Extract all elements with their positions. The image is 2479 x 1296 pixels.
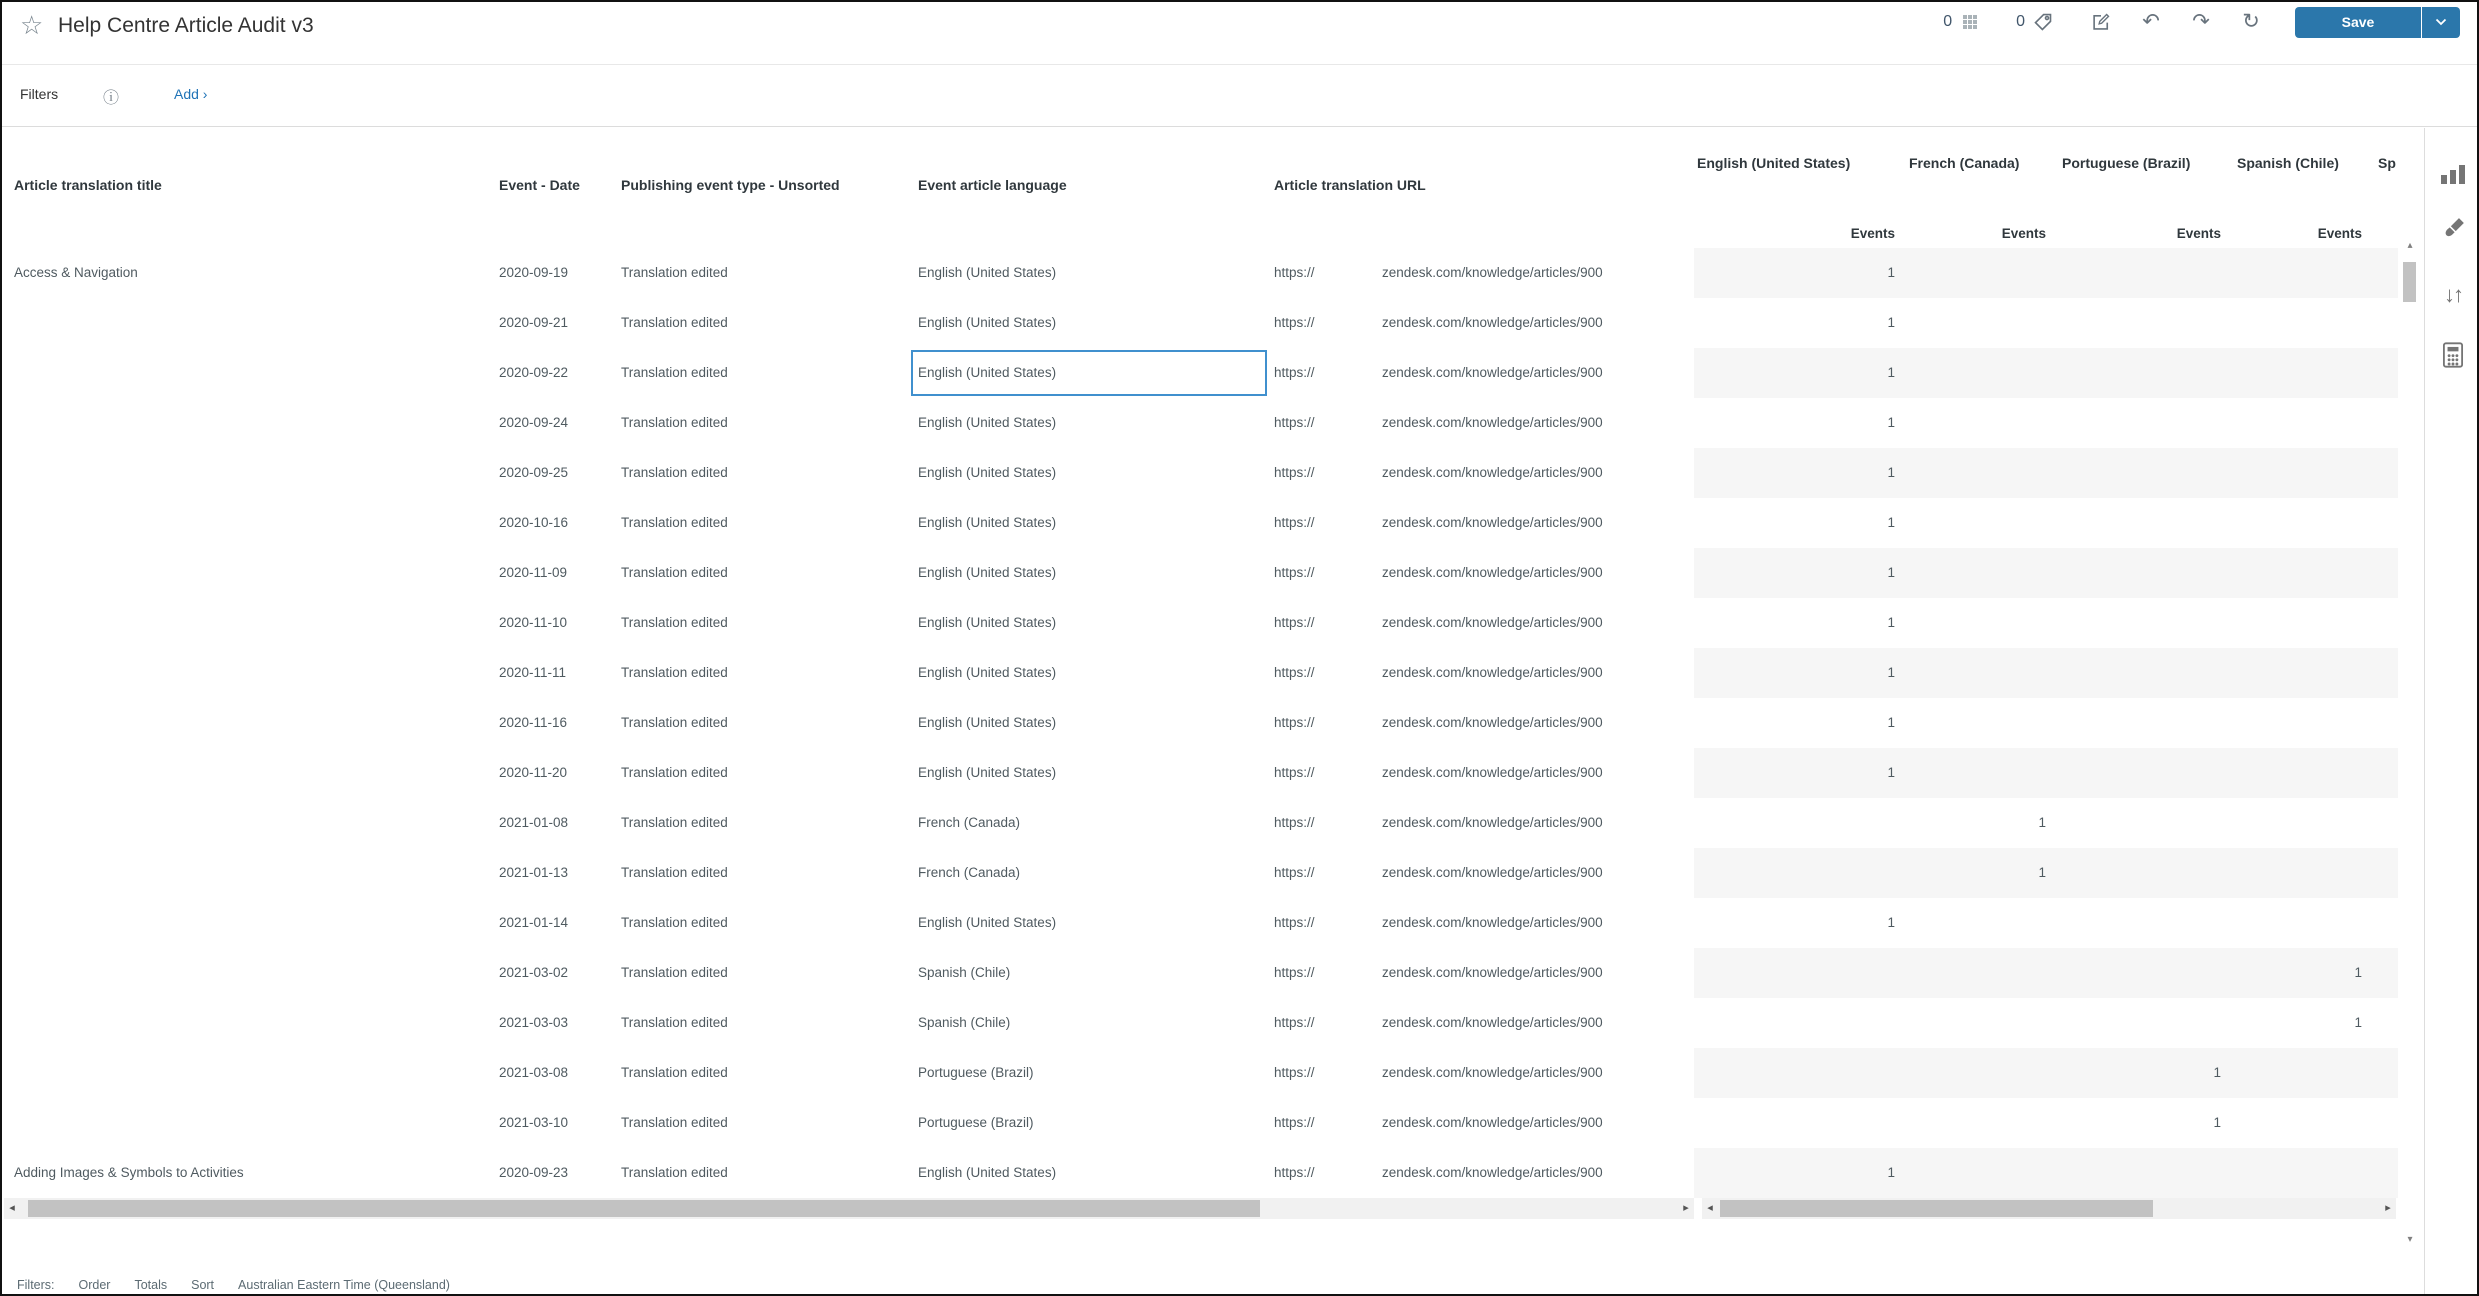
footer-item[interactable]: Sort bbox=[191, 1278, 215, 1292]
styling-paintbrush-icon[interactable] bbox=[2438, 212, 2468, 242]
cell-url[interactable]: zendesk.com/knowledge/articles/900 bbox=[1382, 415, 1603, 430]
footer-bar bbox=[2, 1278, 2420, 1296]
cell-url-prefix[interactable]: https:// bbox=[1274, 765, 1315, 780]
cell-url[interactable]: zendesk.com/knowledge/articles/900 bbox=[1382, 715, 1603, 730]
vscrollbar bbox=[2398, 240, 2422, 1250]
cell-event-type[interactable]: Translation edited bbox=[621, 865, 728, 880]
cell-url[interactable]: zendesk.com/knowledge/articles/900 bbox=[1382, 615, 1603, 630]
cell-event-date[interactable]: 2020-09-21 bbox=[499, 315, 569, 330]
cell-language[interactable]: Portuguese (Brazil) bbox=[918, 1065, 1034, 1080]
cell-url[interactable]: zendesk.com/knowledge/articles/900 bbox=[1382, 465, 1603, 480]
queries-grid-icon bbox=[1958, 10, 1982, 34]
cell-url[interactable]: zendesk.com/knowledge/articles/900 bbox=[1382, 1115, 1603, 1130]
events-column-header[interactable]: Events bbox=[2317, 226, 2362, 241]
cell-event-date[interactable]: 2021-03-08 bbox=[499, 1065, 569, 1080]
save-button[interactable]: Save bbox=[2295, 7, 2421, 38]
cell-events-value[interactable]: 1 bbox=[1887, 565, 1895, 580]
edit-icon[interactable] bbox=[2089, 10, 2113, 34]
query-count-value: 0 bbox=[1943, 13, 1953, 30]
cell-event-type[interactable]: Translation edited bbox=[621, 315, 728, 330]
cell-event-type[interactable]: Translation edited bbox=[621, 715, 728, 730]
cell-language[interactable]: English (United States) bbox=[918, 715, 1057, 730]
cell-event-type[interactable]: Translation edited bbox=[621, 665, 728, 680]
refresh-icon[interactable]: ↻ bbox=[2242, 10, 2260, 33]
cell-event-type[interactable]: Translation edited bbox=[621, 1165, 728, 1180]
cell-event-type[interactable]: Translation edited bbox=[621, 465, 728, 480]
filters-bar bbox=[2, 65, 2477, 127]
cell-url-prefix[interactable]: https:// bbox=[1274, 965, 1315, 980]
cell-events-value[interactable]: 1 bbox=[1887, 665, 1895, 680]
cell-url-prefix[interactable]: https:// bbox=[1274, 1115, 1315, 1130]
cell-url-prefix[interactable]: https:// bbox=[1274, 665, 1315, 680]
cell-language[interactable]: English (United States) bbox=[918, 615, 1057, 630]
tag-count[interactable] bbox=[2016, 10, 2055, 34]
cell-language[interactable]: English (United States) bbox=[918, 365, 1057, 380]
cell-language[interactable]: Portuguese (Brazil) bbox=[918, 1115, 1034, 1130]
redo-icon[interactable]: ↷ bbox=[2192, 10, 2210, 33]
language-group-header[interactable]: Sp bbox=[2378, 155, 2396, 171]
cell-event-type[interactable]: Translation edited bbox=[621, 1065, 728, 1080]
cell-event-type[interactable]: Translation edited bbox=[621, 965, 728, 980]
cell-url[interactable]: zendesk.com/knowledge/articles/900 bbox=[1382, 865, 1603, 880]
vscroll-down-arrow[interactable]: ▾ bbox=[2407, 1234, 2413, 1245]
cell-language[interactable]: English (United States) bbox=[918, 665, 1057, 680]
cell-url-prefix[interactable]: https:// bbox=[1274, 815, 1315, 830]
cell-event-type[interactable]: Translation edited bbox=[621, 815, 728, 830]
cell-events-value[interactable]: 1 bbox=[1887, 465, 1895, 480]
cell-url[interactable]: zendesk.com/knowledge/articles/900 bbox=[1382, 515, 1603, 530]
tool-rail bbox=[2424, 128, 2477, 1294]
cell-event-type[interactable]: Translation edited bbox=[621, 1015, 728, 1030]
cell-events-value[interactable]: 1 bbox=[1887, 915, 1895, 930]
cell-events-value[interactable]: 1 bbox=[2354, 965, 2362, 980]
cell-events-value[interactable]: 1 bbox=[1887, 1165, 1895, 1180]
cell-url-prefix[interactable]: https:// bbox=[1274, 365, 1315, 380]
cell-language[interactable]: English (United States) bbox=[918, 465, 1057, 480]
cell-language[interactable]: English (United States) bbox=[918, 415, 1057, 430]
cell-event-date[interactable]: 2020-11-10 bbox=[499, 615, 568, 630]
footer-item[interactable]: Totals bbox=[134, 1278, 168, 1292]
cell-event-date[interactable]: 2020-09-22 bbox=[499, 365, 569, 380]
cell-url-prefix[interactable]: https:// bbox=[1274, 415, 1315, 430]
cell-article-title[interactable]: Access & Navigation bbox=[14, 265, 138, 280]
cell-language[interactable]: English (United States) bbox=[918, 515, 1057, 530]
events-column-header[interactable]: Events bbox=[2001, 226, 2046, 241]
cell-url[interactable]: zendesk.com/knowledge/articles/900 bbox=[1382, 265, 1603, 280]
cell-event-date[interactable]: 2021-03-03 bbox=[499, 1015, 569, 1030]
bar-chart-icon bbox=[2441, 165, 2465, 184]
hscroll-thumb[interactable] bbox=[28, 1200, 1260, 1217]
cell-language[interactable]: English (United States) bbox=[918, 265, 1057, 280]
cell-url-prefix[interactable]: https:// bbox=[1274, 865, 1315, 880]
cell-url[interactable]: zendesk.com/knowledge/articles/900 bbox=[1382, 1165, 1603, 1180]
cell-events-value[interactable]: 1 bbox=[2213, 1115, 2221, 1130]
cell-event-type[interactable]: Translation edited bbox=[621, 615, 728, 630]
hscroll-left-arrow[interactable]: ◂ bbox=[9, 1202, 15, 1214]
left-pane-hscrollbar bbox=[4, 1198, 1694, 1219]
cell-language[interactable]: Spanish (Chile) bbox=[918, 1015, 1011, 1030]
cell-event-type[interactable]: Translation edited bbox=[621, 765, 728, 780]
column-header-event-date[interactable]: Event - Date bbox=[499, 177, 580, 193]
vscroll-thumb[interactable] bbox=[2403, 262, 2416, 302]
cell-event-date[interactable]: 2021-01-14 bbox=[499, 915, 569, 930]
undo-icon[interactable]: ↶ bbox=[2142, 10, 2160, 33]
cell-language[interactable]: English (United States) bbox=[918, 565, 1057, 580]
events-pane-stripes bbox=[1694, 248, 2400, 1198]
save-dropdown-button[interactable] bbox=[2421, 7, 2460, 38]
cell-url[interactable]: zendesk.com/knowledge/articles/900 bbox=[1382, 365, 1603, 380]
cell-url-prefix[interactable]: https:// bbox=[1274, 315, 1315, 330]
cell-event-date[interactable]: 2021-03-02 bbox=[499, 965, 569, 980]
footer-item[interactable]: Australian Eastern Time (Queensland) bbox=[238, 1278, 450, 1292]
cell-events-value[interactable]: 1 bbox=[2354, 1015, 2362, 1030]
cell-event-date[interactable]: 2020-09-24 bbox=[499, 415, 569, 430]
cell-event-type[interactable]: Translation edited bbox=[621, 265, 728, 280]
cell-url-prefix[interactable]: https:// bbox=[1274, 265, 1315, 280]
cell-language[interactable]: English (United States) bbox=[918, 765, 1057, 780]
language-group-header[interactable]: French (Canada) bbox=[1909, 155, 2020, 171]
hscroll-right-arrow[interactable]: ▸ bbox=[1683, 1202, 1689, 1214]
right-pane-hscrollbar bbox=[1702, 1198, 2396, 1219]
cell-language[interactable]: English (United States) bbox=[918, 915, 1057, 930]
cell-event-date[interactable]: 2021-01-13 bbox=[499, 865, 569, 880]
cell-event-date[interactable]: 2020-11-09 bbox=[499, 565, 568, 580]
cell-url-prefix[interactable]: https:// bbox=[1274, 1065, 1315, 1080]
events-column-header[interactable]: Events bbox=[1850, 226, 1895, 241]
cell-article-title[interactable]: Adding Images & Symbols to Activities bbox=[14, 1165, 244, 1180]
cell-url[interactable]: zendesk.com/knowledge/articles/900 bbox=[1382, 565, 1603, 580]
cell-url[interactable]: zendesk.com/knowledge/articles/900 bbox=[1382, 1015, 1603, 1030]
cell-url-prefix[interactable]: https:// bbox=[1274, 1165, 1315, 1180]
cell-language[interactable]: Spanish (Chile) bbox=[918, 965, 1011, 980]
cell-url[interactable]: zendesk.com/knowledge/articles/900 bbox=[1382, 665, 1603, 680]
language-group-header[interactable]: Portuguese (Brazil) bbox=[2062, 155, 2191, 171]
cell-event-date[interactable]: 2020-09-25 bbox=[499, 465, 569, 480]
info-icon[interactable]: ⓘ bbox=[103, 90, 120, 107]
cell-url[interactable]: zendesk.com/knowledge/articles/900 bbox=[1382, 815, 1603, 830]
cell-event-date[interactable]: 2020-11-16 bbox=[499, 715, 568, 730]
hscroll-left-arrow[interactable]: ◂ bbox=[1707, 1202, 1713, 1214]
report-table bbox=[2, 128, 2477, 1294]
title-bar bbox=[2, 2, 2477, 64]
cell-event-type[interactable]: Translation edited bbox=[621, 365, 728, 380]
cell-event-date[interactable]: 2020-11-20 bbox=[499, 765, 568, 780]
cell-event-date[interactable]: 2020-11-11 bbox=[499, 665, 567, 680]
cell-event-type[interactable]: Translation edited bbox=[621, 915, 728, 930]
cell-url-prefix[interactable]: https:// bbox=[1274, 715, 1315, 730]
cell-event-type[interactable]: Translation edited bbox=[621, 565, 728, 580]
vscroll-up-arrow[interactable]: ▴ bbox=[2407, 240, 2413, 251]
cell-language[interactable]: French (Canada) bbox=[918, 815, 1021, 830]
cell-events-value[interactable]: 1 bbox=[1887, 515, 1895, 530]
cell-event-date[interactable]: 2020-10-16 bbox=[499, 515, 569, 530]
cell-events-value[interactable]: 1 bbox=[1887, 365, 1895, 380]
column-header-language[interactable]: Event article language bbox=[918, 177, 1067, 193]
report-title[interactable]: Help Centre Article Audit v3 bbox=[58, 14, 314, 37]
add-filter-link[interactable]: Add › bbox=[174, 86, 208, 102]
titlebar-actions bbox=[1943, 5, 2460, 39]
cell-url[interactable]: zendesk.com/knowledge/articles/900 bbox=[1382, 965, 1603, 980]
cell-language[interactable]: French (Canada) bbox=[918, 865, 1021, 880]
tag-icon bbox=[2031, 10, 2055, 34]
cell-url[interactable]: zendesk.com/knowledge/articles/900 bbox=[1382, 1065, 1603, 1080]
selected-cell-outline bbox=[911, 350, 1267, 396]
cell-event-date[interactable]: 2021-03-10 bbox=[499, 1115, 569, 1130]
events-column-header[interactable]: Events bbox=[2176, 226, 2221, 241]
cell-event-type[interactable]: Translation edited bbox=[621, 1115, 728, 1130]
cell-events-value[interactable]: 1 bbox=[1887, 415, 1895, 430]
calculations-icon[interactable] bbox=[2438, 338, 2468, 368]
cell-events-value[interactable]: 1 bbox=[2038, 865, 2046, 880]
chevron-down-icon bbox=[2435, 18, 2447, 26]
column-header-article-title[interactable]: Article translation title bbox=[14, 177, 162, 193]
hscroll-thumb[interactable] bbox=[1720, 1200, 2153, 1217]
hscroll-right-arrow[interactable]: ▸ bbox=[2385, 1202, 2391, 1214]
language-group-header[interactable]: English (United States) bbox=[1697, 155, 1851, 171]
cell-url-prefix[interactable]: https:// bbox=[1274, 565, 1315, 580]
cell-events-value[interactable]: 1 bbox=[1887, 265, 1895, 280]
cell-events-value[interactable]: 1 bbox=[1887, 715, 1895, 730]
cell-url-prefix[interactable]: https:// bbox=[1274, 615, 1315, 630]
cell-events-value[interactable]: 1 bbox=[2213, 1065, 2221, 1080]
cell-events-value[interactable]: 1 bbox=[1887, 315, 1895, 330]
cell-url[interactable]: zendesk.com/knowledge/articles/900 bbox=[1382, 765, 1603, 780]
cell-url[interactable]: zendesk.com/knowledge/articles/900 bbox=[1382, 315, 1603, 330]
save-split-button bbox=[2295, 7, 2460, 38]
cell-url-prefix[interactable]: https:// bbox=[1274, 465, 1315, 480]
cell-language[interactable]: English (United States) bbox=[918, 315, 1057, 330]
language-group-header[interactable]: Spanish (Chile) bbox=[2237, 155, 2339, 171]
cell-url-prefix[interactable]: https:// bbox=[1274, 915, 1315, 930]
cell-event-type[interactable]: Translation edited bbox=[621, 515, 728, 530]
column-header-url[interactable]: Article translation URL bbox=[1274, 177, 1426, 193]
column-header-event-type[interactable]: Publishing event type - Unsorted bbox=[621, 177, 840, 193]
footer-item[interactable]: Order bbox=[78, 1278, 111, 1292]
cell-events-value[interactable]: 1 bbox=[1887, 615, 1895, 630]
cell-url-prefix[interactable]: https:// bbox=[1274, 515, 1315, 530]
query-count[interactable] bbox=[1943, 10, 1982, 34]
cell-url[interactable]: zendesk.com/knowledge/articles/900 bbox=[1382, 915, 1603, 930]
cell-event-date[interactable]: 2020-09-23 bbox=[499, 1165, 569, 1180]
tag-count-value: 0 bbox=[2016, 13, 2025, 30]
sort-icon[interactable]: ↓↑ bbox=[2444, 282, 2462, 307]
chart-type-icon[interactable] bbox=[2438, 154, 2468, 184]
cell-events-value[interactable]: 1 bbox=[2038, 815, 2046, 830]
favorite-star-icon[interactable]: ☆ bbox=[20, 10, 44, 40]
cell-url-prefix[interactable]: https:// bbox=[1274, 1015, 1315, 1030]
cell-event-date[interactable]: 2020-09-19 bbox=[499, 265, 569, 280]
filters-label: Filters bbox=[20, 86, 59, 102]
footer-filters-label: Filters: bbox=[17, 1278, 55, 1292]
cell-events-value[interactable]: 1 bbox=[1887, 765, 1895, 780]
cell-event-type[interactable]: Translation edited bbox=[621, 415, 728, 430]
cell-language[interactable]: English (United States) bbox=[918, 1165, 1057, 1180]
cell-event-date[interactable]: 2021-01-08 bbox=[499, 815, 569, 830]
